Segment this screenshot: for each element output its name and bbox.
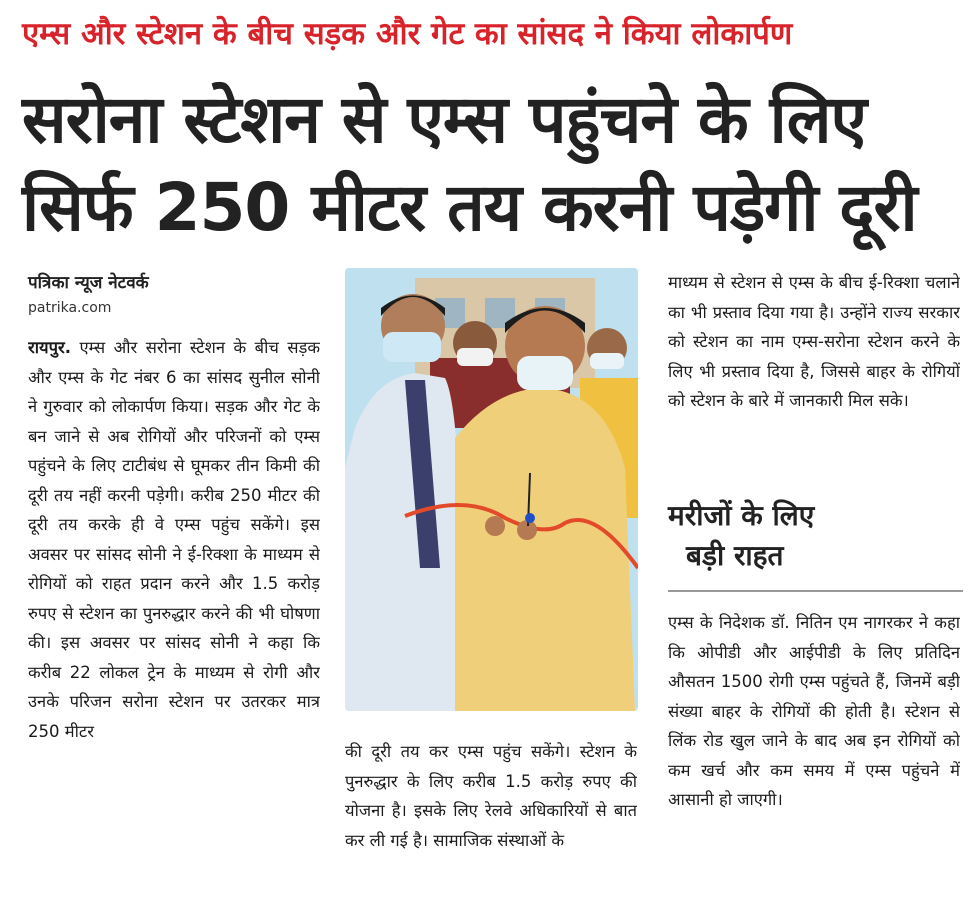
article-column-2: की दूरी तय कर एम्स पहुंच सकेंगे। स्टेशन के पुनरुद्धार के लिए करीब 1.5 करोड़ रुपए की योजना है। इसके लिए रेलवे अधिकारियों से बात कर ली गई है। सामाजिक संस्थाओं के [345, 742, 637, 850]
subheading-line2: बड़ी राहत [686, 539, 784, 572]
news-photo [345, 268, 638, 711]
article-column-4: एम्स के निदेशक डॉ. नितिन एम नागरकर ने कहा कि ओपीडी और आईपीडी के लिए प्रतिदिन औसतन 1500 रोगी एम्स पहुंचते हैं, जिनमें बड़ी संख्या बाहर के रोगियों की होती है। स्टेशन से लिंक रोड खुल जाने के बाद अब इन रोगियों को कम खर्च और कम समय में एम्स पहुंचने में आसानी हो जाएगी। [668, 613, 960, 809]
article-column-3: माध्यम से स्टेशन से एम्स के बीच ई-रिक्शा चलाने का भी प्रस्ताव दिया गया है। उन्होंने राज्य सरकार को स्टेशन का नाम एम्स-सरोना स्टेशन करने के लिए भी प्रस्ताव दिया है, जिससे बाहर के रोगियों को स्टेशन के बारे में जानकारी मिल सके। [668, 273, 960, 410]
site-link[interactable]: patrika.com [28, 300, 112, 316]
main-headline-line2: सिर्फ 250 मीटर तय करनी पड़ेगी दूरी [22, 169, 917, 246]
article-column-1 [28, 333, 320, 898]
subheading-line1: मरीजों के लिए [668, 499, 815, 532]
main-headline-line1: सरोना स्टेशन से एम्स पहुंचने के लिए [22, 81, 867, 158]
byline: पत्रिका न्यूज नेटवर्क [28, 273, 149, 293]
divider [668, 590, 963, 592]
kicker-headline: एम्स और स्टेशन के बीच सड़क और गेट का सांसद ने किया लोकार्पण [22, 16, 793, 52]
ribbon-cutting-photo [345, 268, 638, 711]
column-1-text: एम्स और सरोना स्टेशन के बीच सड़क और एम्स के गेट नंबर 6 का सांसद सुनील सोनी ने गुरुवार को लोकार्पण किया। सड़क और गेट के बन जाने से अब रोगियों और परिजनों को एम्स पहुंचने के लिए टाटीबंध से घूमकर तीन किमी की दूरी तय नहीं करनी पड़ेगी। करीब 250 मीटर की दूरी तय करके ही वे एम्स पहुंच सकेंगे। इस अवसर पर सांसद सोनी ने ई-रिक्शा के माध्यम से रोगियों को राहत प्रदान करने और 1.5 करोड़ रुपए से स्टेशन का पुनरुद्धार करने की भी घोषणा की। इस अवसर पर सांसद सोनी ने कहा कि करीब 22 लोकल ट्रेन के माध्यम से रोगी और उनके परिजन सरोना स्टेशन पर उतरकर मात्र 250 मीटर [28, 338, 320, 741]
dateline: रायपुर. [28, 338, 71, 357]
